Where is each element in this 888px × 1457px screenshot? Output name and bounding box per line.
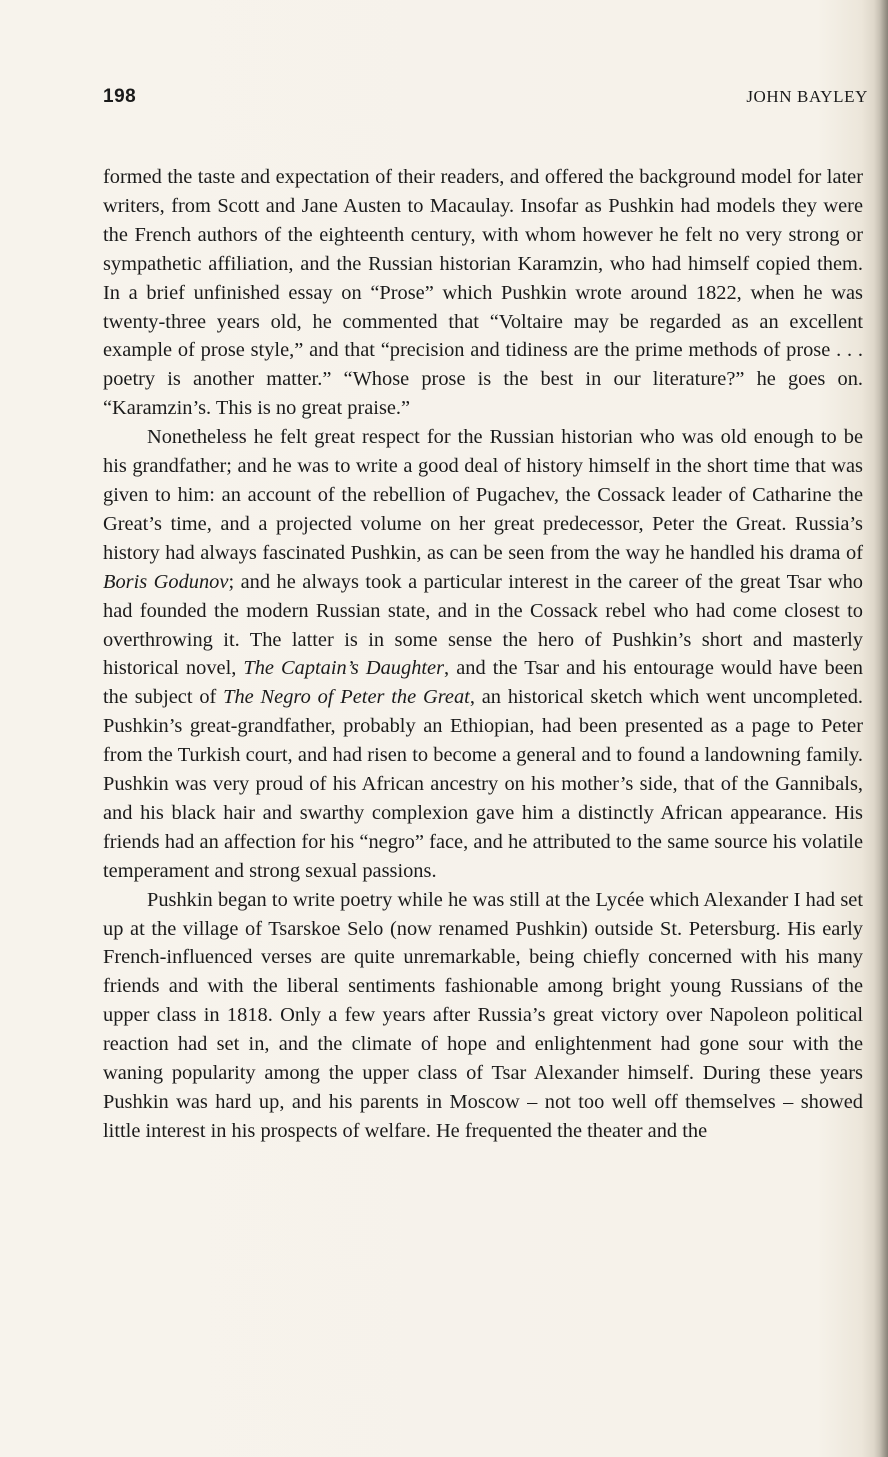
- paragraph-text: , an historical sketch which went uncompleted. Pushkin’s great-grandfather, probably an Ethiopian, had been presented as a page to Peter from the Turkish court, and had risen to become a general and to found a landowning family. Pushkin was very proud of his African ancestry on his mother’s side, that of the Gannibals, and his black hair and swarthy complexion gave him a distinctly African appearance. His friends had an affection for his “negro” face, and he attributed to the same source his volatile temperament and strong sexual passions.: [103, 686, 863, 882]
- title-captains-daughter: The Captain’s Daughter: [243, 657, 445, 680]
- page-number: 198: [103, 86, 137, 107]
- title-negro-of-peter-the-great: The Negro of Peter the Great: [223, 686, 470, 709]
- paragraph-1: [103, 163, 863, 423]
- title-boris-godunov: Boris Godunov: [103, 570, 229, 593]
- paragraph-2: [103, 423, 863, 886]
- body-text: [103, 163, 863, 1146]
- paragraph-text: Pushkin began to write poetry while he was still at the Lycée which Alexander I had set up at the village of Tsarskoe Selo (now renamed Pushkin) outside St. Petersburg. His early French-influenced verses are quite unremarkable, being chiefly concerned with his many friends and with the liberal sentiments fashionable among bright young Russians of the upper class in 1818. Only a few years after Russia’s great victory over Napoleon political reaction had set in, and the climate of hope and enlightenment had gone sour with the waning popularity among the upper class of Tsar Alexander himself. During these years Pushkin was hard up, and his parents in Moscow – not too well off themselves – showed little interest in his prospects of welfare. He frequented the theater and the: [103, 888, 863, 1142]
- paragraph-text: , and the Tsar and his entourage would have been the subject of: [103, 657, 863, 709]
- paragraph-text: ; and he always took a particular interest in the career of the great Tsar who had founded the modern Russian state, and in the Cossack rebel who had come closest to overthrowing it. The latter is in some sense the hero of Pushkin’s short and masterly historical novel,: [103, 570, 863, 680]
- paragraph-text: formed the taste and expectation of their readers, and offered the background model for later writers, from Scott and Jane Austen to Macaulay. Insofar as Pushkin had models they were the French authors of the eighteenth century, with whom however he felt no very strong or sympathetic affiliation, and the Russian historian Karamzin, who had himself copied them. In a brief unfinished essay on “Prose” which Pushkin wrote around 1822, when he was twenty-three years old, he commented that “Voltaire may be regarded as an excellent example of prose style,” and that “precision and tidiness are the prime methods of prose . . . poetry is another matter.” “Whose prose is the best in our literature?” he goes on. “Karamzin’s. This is no great praise.”: [103, 166, 863, 420]
- page-header: [103, 86, 868, 116]
- running-head: JOHN BAYLEY: [746, 87, 868, 106]
- paragraph-text: Nonetheless he felt great respect for the Russian historian who was old enough to be his grandfather; and he was to write a good deal of history himself in the short time that was given to him: an account of the rebellion of Pugachev, the Cossack leader of Catharine the Great’s time, and a projected volume on her great predecessor, Peter the Great. Russia’s history had always fascinated Pushkin, as can be seen from the way he handled his drama of: [103, 426, 863, 564]
- paragraph-3: [103, 886, 863, 1146]
- page-edge-shadow: [874, 0, 888, 1457]
